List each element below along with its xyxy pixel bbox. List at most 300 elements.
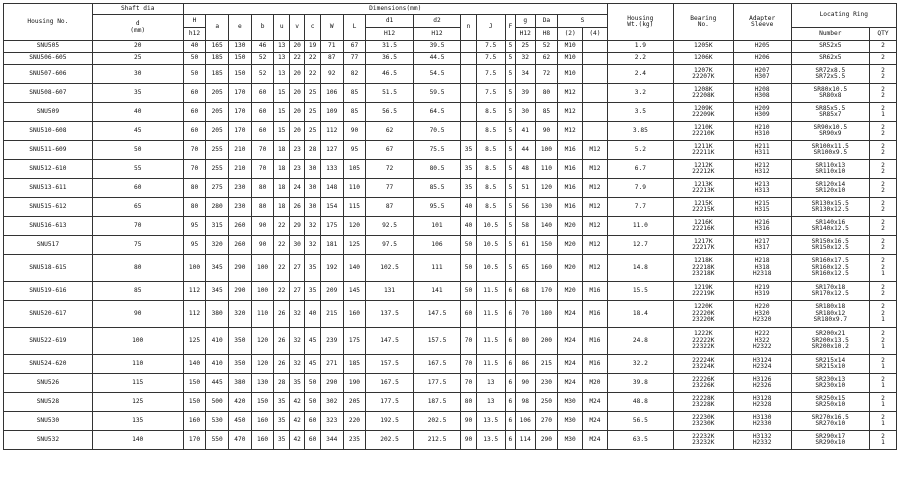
bearing-no: 22208K <box>692 92 715 99</box>
dim-b: 80 <box>251 179 274 198</box>
dim-Da: 250 <box>535 393 558 412</box>
housing-weight: 63.5 <box>607 431 673 450</box>
dim-J: 8.5 <box>476 160 505 179</box>
dim-J: 13 <box>476 393 505 412</box>
ring-number: SR180x18 <box>815 303 846 311</box>
dim-a: 205 <box>206 122 229 141</box>
ring-qty: 2 <box>881 187 885 194</box>
dim-e: 350 <box>229 355 252 374</box>
bearing-no: 22211K <box>692 149 715 156</box>
adapter-sleeve: H2328 <box>752 401 772 408</box>
dim-g: 80 <box>515 328 535 355</box>
dim-a: 530 <box>206 412 229 431</box>
ring-qty: 2 <box>881 54 885 62</box>
table-row <box>4 122 897 141</box>
table-row <box>4 160 897 179</box>
ring-qty: 2 <box>881 73 885 80</box>
dim-d1: 87 <box>366 198 413 217</box>
dim-W: 71 <box>320 41 343 53</box>
adapter-sleeve-cell <box>733 355 791 374</box>
dim-d2: 106 <box>413 236 460 255</box>
dim-c: 22 <box>305 65 320 84</box>
dim-S4: M12 <box>583 141 608 160</box>
header-d2-tol: H12 <box>413 28 460 41</box>
housing-no: SNU505 <box>4 41 93 53</box>
housing-no: SNU528 <box>4 393 93 412</box>
shaft-dia: 40 <box>92 103 183 122</box>
adapter-sleeve: H319 <box>754 290 770 297</box>
dim-L: 205 <box>343 393 366 412</box>
header-S2: (2) <box>558 28 583 41</box>
dim-H: 50 <box>183 53 206 65</box>
ring-number: SR180x9.7 <box>813 316 848 324</box>
dim-a: 445 <box>206 374 229 393</box>
dim-J: 8.5 <box>476 122 505 141</box>
dim-d2: 59.5 <box>413 84 460 103</box>
ring-qty-cell <box>870 301 897 328</box>
adapter-sleeve: H2324 <box>752 363 772 370</box>
ring-number: SR130x12.5 <box>811 206 849 213</box>
dim-S2: M20 <box>558 236 583 255</box>
shaft-dia: 50 <box>92 141 183 160</box>
adapter-sleeve-cell <box>733 141 791 160</box>
dim-f: 5 <box>505 122 515 141</box>
dim-H: 60 <box>183 84 206 103</box>
dim-u: 13 <box>274 41 289 53</box>
dim-u: 26 <box>274 328 289 355</box>
dim-a: 345 <box>206 255 229 282</box>
shaft-dia: 80 <box>92 255 183 282</box>
ring-number-cell <box>791 84 869 103</box>
adapter-sleeve: H220 <box>754 303 770 311</box>
table-row <box>4 374 897 393</box>
bearing-no: 1211K <box>693 142 713 150</box>
dim-L: 115 <box>343 198 366 217</box>
dim-e: 450 <box>229 412 252 431</box>
dim-u: 26 <box>274 301 289 328</box>
ring-number: SR170x18 <box>815 283 846 291</box>
housing-no: SNU516-613 <box>4 217 93 236</box>
dim-c: 32 <box>305 236 320 255</box>
shaft-dia: 85 <box>92 282 183 301</box>
dim-e: 470 <box>229 431 252 450</box>
adapter-sleeve: H209 <box>754 104 770 112</box>
dim-g: 39 <box>515 84 535 103</box>
dim-g: 86 <box>515 355 535 374</box>
bearing-no: 22217K <box>692 244 715 251</box>
adapter-sleeve-cell <box>733 179 791 198</box>
ring-number: SR110x13 <box>815 161 846 169</box>
dim-a: 550 <box>206 431 229 450</box>
ring-qty: 2 <box>881 199 885 207</box>
dim-d2: 54.5 <box>413 65 460 84</box>
dim-Da: 110 <box>535 160 558 179</box>
dim-u: 22 <box>274 255 289 282</box>
dim-a: 315 <box>206 217 229 236</box>
ring-qty: 1 <box>881 343 885 351</box>
ring-number: SR290x10 <box>815 439 846 446</box>
bearing-no-cell <box>673 255 733 282</box>
housing-no: SNU507-606 <box>4 65 93 84</box>
dim-H: 70 <box>183 160 206 179</box>
dim-n <box>461 53 476 65</box>
header-housing-no: Housing No. <box>4 4 93 41</box>
dim-g: 65 <box>515 255 535 282</box>
dim-g: 106 <box>515 412 535 431</box>
header-a: a <box>206 15 229 41</box>
header-ring-qty: QTY <box>870 28 897 41</box>
table-row <box>4 355 897 374</box>
dim-Da: 85 <box>535 103 558 122</box>
bearing-no: 22220K <box>692 309 715 317</box>
ring-number: SR140x12.5 <box>811 225 849 232</box>
dim-c: 35 <box>305 255 320 282</box>
bearing-no: 1217K <box>693 237 713 245</box>
header-H-tol: h12 <box>183 28 206 41</box>
ring-number: SR250x10 <box>815 401 846 408</box>
header-ring-number: Number <box>791 28 869 41</box>
dim-b: 100 <box>251 255 274 282</box>
dim-e: 230 <box>229 198 252 217</box>
dim-f: 6 <box>505 412 515 431</box>
dim-b: 60 <box>251 122 274 141</box>
ring-number: SR110x10 <box>815 168 846 175</box>
table-row <box>4 282 897 301</box>
dim-f: 6 <box>505 355 515 374</box>
ring-number: SR270x16.5 <box>811 413 849 421</box>
adapter-sleeve: H2332 <box>752 439 772 446</box>
dim-c: 60 <box>305 412 320 431</box>
dim-L: 85 <box>343 103 366 122</box>
dim-c: 30 <box>305 179 320 198</box>
dim-Da: 170 <box>535 282 558 301</box>
ring-qty-cell <box>870 122 897 141</box>
table-row <box>4 53 897 65</box>
ring-qty: 1 <box>881 363 885 370</box>
dim-v: 35 <box>289 374 304 393</box>
adapter-sleeve-cell <box>733 65 791 84</box>
ring-number: SR230x10 <box>815 382 846 389</box>
dim-W: 175 <box>320 217 343 236</box>
ring-number: SR85x7 <box>819 111 842 118</box>
dim-b: 52 <box>251 53 274 65</box>
housing-no: SNU530 <box>4 412 93 431</box>
adapter-sleeve: H312 <box>754 168 770 175</box>
bearing-no: 1215K <box>693 199 713 207</box>
bearing-no-cell <box>673 393 733 412</box>
dim-f: 6 <box>505 301 515 328</box>
dim-u: 13 <box>274 53 289 65</box>
housing-weight: 2.2 <box>607 53 673 65</box>
dim-b: 120 <box>251 355 274 374</box>
ring-qty: 2 <box>881 336 885 344</box>
shaft-dia: 125 <box>92 393 183 412</box>
dim-W: 239 <box>320 328 343 355</box>
dim-S4: M24 <box>583 393 608 412</box>
dim-c: 40 <box>305 301 320 328</box>
dim-d2: 187.5 <box>413 393 460 412</box>
dim-d1: 102.5 <box>366 255 413 282</box>
bearing-no: 1205K <box>693 42 713 50</box>
ring-number: SR72x8.5 <box>815 66 846 74</box>
bearing-no: 1216K <box>693 218 713 226</box>
dim-v: 20 <box>289 65 304 84</box>
dim-H: 100 <box>183 255 206 282</box>
dim-S4: M12 <box>583 198 608 217</box>
dim-a: 410 <box>206 355 229 374</box>
dim-a: 185 <box>206 53 229 65</box>
header-shaft-dia: Shaft dia <box>92 4 183 15</box>
ring-qty: 2 <box>881 290 885 297</box>
ring-qty: 1 <box>881 270 885 278</box>
dim-W: 271 <box>320 355 343 374</box>
ring-qty: 2 <box>881 206 885 213</box>
ring-number: SR250x15 <box>815 394 846 402</box>
dim-Da: 230 <box>535 374 558 393</box>
shaft-dia: 30 <box>92 65 183 84</box>
dim-S2: M20 <box>558 282 583 301</box>
dim-J: 8.5 <box>476 141 505 160</box>
dim-Da: 120 <box>535 179 558 198</box>
dim-a: 255 <box>206 141 229 160</box>
adapter-sleeve: H211 <box>754 142 770 150</box>
dim-g: 68 <box>515 282 535 301</box>
dim-v: 32 <box>289 301 304 328</box>
dim-n: 50 <box>461 236 476 255</box>
shaft-dia: 35 <box>92 84 183 103</box>
dim-H: 112 <box>183 301 206 328</box>
ring-number: SR80x10.5 <box>813 85 848 93</box>
dim-d1: 51.5 <box>366 84 413 103</box>
dim-J: 7.5 <box>476 41 505 53</box>
dim-a: 205 <box>206 84 229 103</box>
bearing-no-cell <box>673 84 733 103</box>
header-Da: Da <box>535 15 558 28</box>
dim-c: 60 <box>305 431 320 450</box>
dim-n: 70 <box>461 328 476 355</box>
header-S: S <box>558 15 608 28</box>
dim-d2: 70.5 <box>413 122 460 141</box>
table-row <box>4 412 897 431</box>
dim-v: 32 <box>289 355 304 374</box>
ring-qty: 2 <box>881 161 885 169</box>
ring-number: SR200x10.2 <box>811 343 849 351</box>
dim-n <box>461 41 476 53</box>
ring-qty: 1 <box>881 111 885 118</box>
bearing-no: 1212K <box>693 161 713 169</box>
dim-d2: 111 <box>413 255 460 282</box>
dim-b: 110 <box>251 301 274 328</box>
dim-g: 41 <box>515 122 535 141</box>
dim-W: 87 <box>320 53 343 65</box>
dim-c: 22 <box>305 53 320 65</box>
dim-n: 70 <box>461 374 476 393</box>
bearing-no-cell <box>673 217 733 236</box>
dim-u: 22 <box>274 217 289 236</box>
dim-d1: 177.5 <box>366 393 413 412</box>
housing-no: SNU517 <box>4 236 93 255</box>
ring-number: SR150x12.5 <box>811 244 849 251</box>
dim-f: 5 <box>505 53 515 65</box>
bearing-no: 1218K <box>693 257 713 265</box>
dim-f: 5 <box>505 141 515 160</box>
bearing-no: 23220K <box>692 316 715 324</box>
dim-b: 60 <box>251 103 274 122</box>
housing-no: SNU524-620 <box>4 355 93 374</box>
dim-n <box>461 103 476 122</box>
adapter-sleeve-cell <box>733 328 791 355</box>
shaft-dia: 60 <box>92 179 183 198</box>
bearing-no: 1210K <box>693 123 713 131</box>
bearing-no: 22222K <box>692 336 715 344</box>
dim-d2: 75.5 <box>413 141 460 160</box>
dim-u: 18 <box>274 198 289 217</box>
dim-d1: 77 <box>366 179 413 198</box>
dim-b: 100 <box>251 282 274 301</box>
header-W: W <box>320 15 343 41</box>
ring-qty: 2 <box>881 42 885 50</box>
dim-f: 5 <box>505 103 515 122</box>
bearing-housing-spec-table <box>3 3 897 450</box>
dim-u: 15 <box>274 122 289 141</box>
adapter-sleeve-cell <box>733 41 791 53</box>
header-g: g <box>515 15 535 28</box>
dim-W: 323 <box>320 412 343 431</box>
dim-n: 70 <box>461 355 476 374</box>
dim-g: 98 <box>515 393 535 412</box>
dim-v: 29 <box>289 217 304 236</box>
dim-d1: 36.5 <box>366 53 413 65</box>
ring-qty-cell <box>870 103 897 122</box>
dim-H: 60 <box>183 103 206 122</box>
dim-a: 275 <box>206 179 229 198</box>
dim-H: 60 <box>183 122 206 141</box>
dim-Da: 140 <box>535 217 558 236</box>
bearing-no-cell <box>673 65 733 84</box>
dim-d1: 46.5 <box>366 65 413 84</box>
housing-no: SNU515-612 <box>4 198 93 217</box>
dim-W: 92 <box>320 65 343 84</box>
bearing-no-cell <box>673 374 733 393</box>
dim-e: 210 <box>229 141 252 160</box>
adapter-sleeve: H2330 <box>752 420 772 427</box>
dim-v: 24 <box>289 179 304 198</box>
dim-W: 215 <box>320 301 343 328</box>
dim-L: 185 <box>343 355 366 374</box>
dim-d2: 141 <box>413 282 460 301</box>
dim-d2: 212.5 <box>413 431 460 450</box>
bearing-no: 22216K <box>692 225 715 232</box>
table-row <box>4 41 897 53</box>
header-b: b <box>251 15 274 41</box>
housing-weight: 56.5 <box>607 412 673 431</box>
table-row <box>4 198 897 217</box>
dim-b: 80 <box>251 198 274 217</box>
dim-H: 170 <box>183 431 206 450</box>
header-e: e <box>229 15 252 41</box>
dim-S2: M16 <box>558 141 583 160</box>
dim-n: 35 <box>461 179 476 198</box>
table-row <box>4 84 897 103</box>
dim-f: 5 <box>505 236 515 255</box>
housing-weight: 14.8 <box>607 255 673 282</box>
housing-weight: 39.8 <box>607 374 673 393</box>
shaft-dia: 115 <box>92 374 183 393</box>
dim-L: 85 <box>343 84 366 103</box>
dim-Da: 62 <box>535 53 558 65</box>
ring-qty-cell <box>870 355 897 374</box>
adapter-sleeve: H2318 <box>752 270 772 278</box>
adapter-sleeve: H315 <box>754 206 770 213</box>
dim-Da: 130 <box>535 198 558 217</box>
dim-d1: 31.5 <box>366 41 413 53</box>
shaft-dia: 135 <box>92 412 183 431</box>
adapter-sleeve: H205 <box>754 42 770 50</box>
housing-no: SNU519-616 <box>4 282 93 301</box>
table-row <box>4 179 897 198</box>
dim-H: 50 <box>183 65 206 84</box>
dim-b: 160 <box>251 431 274 450</box>
table-row <box>4 301 897 328</box>
dim-f: 5 <box>505 41 515 53</box>
header-locating-ring: Locating Ring <box>791 4 896 28</box>
dim-n: 80 <box>461 393 476 412</box>
dim-a: 410 <box>206 328 229 355</box>
ring-number: SR290x17 <box>815 432 846 440</box>
adapter-sleeve-cell <box>733 301 791 328</box>
dim-S2: M12 <box>558 122 583 141</box>
bearing-no: 22218K <box>692 263 715 271</box>
ring-qty: 2 <box>881 237 885 245</box>
dim-b: 90 <box>251 236 274 255</box>
dim-b: 70 <box>251 160 274 179</box>
dim-c: 19 <box>305 41 320 53</box>
ring-qty-cell <box>870 84 897 103</box>
dim-v: 22 <box>289 53 304 65</box>
dim-v: 20 <box>289 41 304 53</box>
header-H: H <box>183 15 206 28</box>
bearing-no: 23230K <box>692 420 715 427</box>
housing-weight: 2.4 <box>607 65 673 84</box>
bearing-no: 23226K <box>692 382 715 389</box>
header-n: n <box>461 15 476 41</box>
dim-W: 209 <box>320 282 343 301</box>
housing-no: SNU511-609 <box>4 141 93 160</box>
header-dimensions: Dimensions(mm) <box>183 4 607 15</box>
dim-Da: 150 <box>535 236 558 255</box>
shaft-dia: 65 <box>92 198 183 217</box>
dim-S4: M24 <box>583 431 608 450</box>
shaft-dia: 20 <box>92 41 183 53</box>
dim-v: 23 <box>289 141 304 160</box>
adapter-sleeve: H3132 <box>752 432 772 440</box>
dim-c: 30 <box>305 198 320 217</box>
dim-Da: 100 <box>535 141 558 160</box>
dim-S4: M12 <box>583 160 608 179</box>
ring-qty: 2 <box>881 432 885 440</box>
shaft-dia: 25 <box>92 53 183 65</box>
dim-b: 46 <box>251 41 274 53</box>
dim-a: 185 <box>206 65 229 84</box>
ring-number-cell <box>791 160 869 179</box>
header-d1: d1 <box>366 15 413 28</box>
dim-n: 35 <box>461 141 476 160</box>
dim-g: 70 <box>515 301 535 328</box>
dim-u: 22 <box>274 282 289 301</box>
header-d: d (mm) <box>92 15 183 41</box>
dim-a: 165 <box>206 41 229 53</box>
housing-weight: 7.7 <box>607 198 673 217</box>
